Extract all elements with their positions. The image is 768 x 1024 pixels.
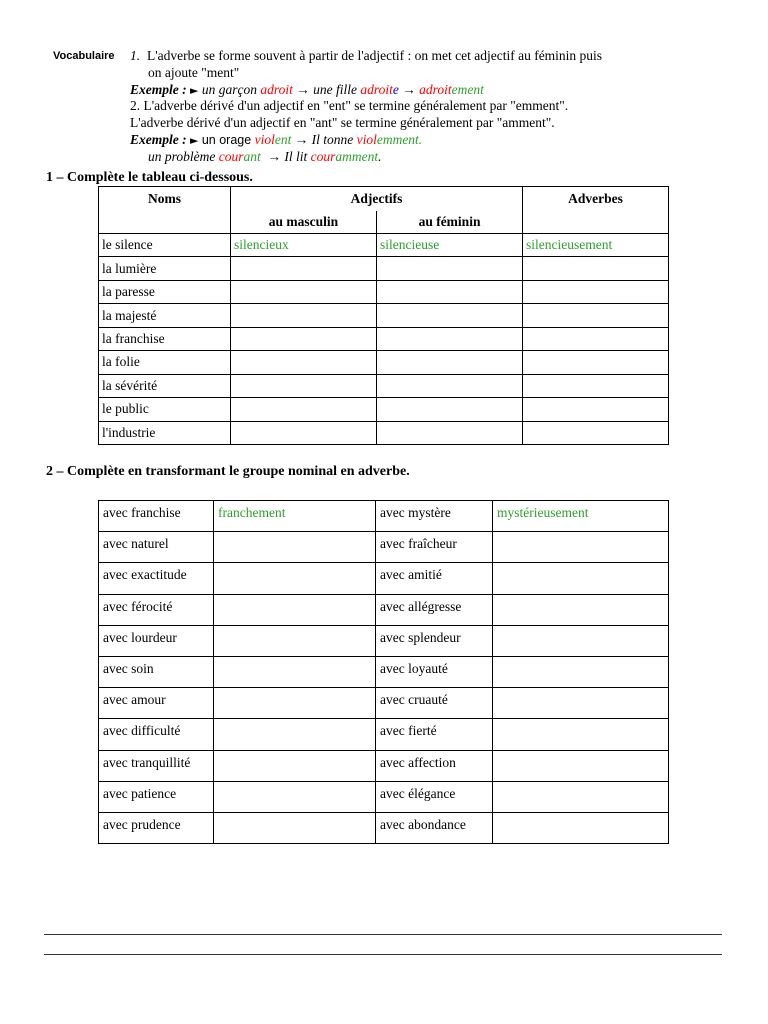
table-row: [99, 257, 669, 280]
table-row: [99, 234, 669, 257]
adjective-masculine-cell: [231, 421, 377, 444]
adverb-ending: ement: [451, 82, 484, 97]
adverb-answer-cell: [214, 750, 376, 781]
adjective-feminine-cell: silencieuse: [377, 234, 523, 257]
adverb-answer-cell: [214, 719, 376, 750]
header-adjectifs: Adjectifs: [231, 187, 523, 211]
table-row: [99, 280, 669, 303]
noun-cell: la sévérité: [99, 374, 231, 397]
noun-group-cell: avec mystère: [376, 501, 493, 532]
separator-line: [44, 934, 722, 935]
adverb-answer-cell: [493, 594, 669, 625]
example-label: Exemple :: [130, 132, 187, 147]
header-feminin: au féminin: [377, 211, 523, 234]
noun-group: un problème: [148, 149, 216, 164]
adverb-ending: amment: [335, 149, 379, 164]
header-masculin: au masculin: [231, 211, 377, 234]
noun-group-cell: avec difficulté: [99, 719, 214, 750]
table-row: [99, 421, 669, 444]
adjective-masculine-cell: [231, 257, 377, 280]
adjective-feminine-cell: [377, 327, 523, 350]
separator-line: [44, 954, 722, 955]
adjective-feminine-cell: [377, 421, 523, 444]
adjective-masculine-cell: [231, 280, 377, 303]
adverb-cell: [523, 280, 669, 303]
rule-1-text: L'adverbe se forme souvent à partir de l'adjectif : on met cet adjectif au féminin puis: [147, 48, 603, 63]
rule-1-line-2: on ajoute "ment": [148, 65, 240, 80]
table-row: [99, 563, 669, 594]
adverb-answer-cell: [493, 625, 669, 656]
pointer-icon: ►: [190, 134, 199, 147]
feminine-ending: e: [392, 82, 399, 97]
table-row: [99, 532, 669, 563]
adjective-masculine: adroit: [260, 82, 293, 97]
noun-cell: le silence: [99, 234, 231, 257]
table-row: [99, 688, 669, 719]
table-row: [99, 327, 669, 350]
exercise-1-table: [98, 186, 669, 445]
rule-1-line-1: [130, 47, 602, 64]
adverb-stem: cour: [310, 149, 336, 164]
noun-cell: l'industrie: [99, 421, 231, 444]
adjective-feminine-cell: [377, 398, 523, 421]
rule-2-line-2: L'adverbe dérivé d'un adjectif en "ant" se termine généralement par "amment".: [130, 115, 555, 130]
arrow-right-icon: →: [267, 149, 282, 164]
noun-group-cell: avec élégance: [376, 781, 493, 812]
adjective-masculine-cell: [231, 398, 377, 421]
noun-group-cell: avec loyauté: [376, 656, 493, 687]
pointer-icon: ►: [190, 84, 199, 97]
adverb-cell: [523, 398, 669, 421]
table-row: [99, 374, 669, 397]
adverb-answer-cell: [493, 688, 669, 719]
adverb-answer-cell: [214, 532, 376, 563]
noun-group-cell: avec lourdeur: [99, 625, 214, 656]
adverb-answer-cell: [214, 625, 376, 656]
adverb-answer-cell: [493, 532, 669, 563]
noun-group-cell: avec fraîcheur: [376, 532, 493, 563]
exercise-1-title: 1 – Complète le tableau ci-dessous.: [46, 170, 253, 185]
table-row: [99, 501, 669, 532]
arrow-right-icon: →: [294, 132, 309, 147]
example-3: [148, 148, 382, 165]
adverb-answer-cell: [493, 563, 669, 594]
noun-group-cell: avec naturel: [99, 532, 214, 563]
header-noms: Noms: [99, 187, 231, 234]
adverb-answer-cell: [214, 594, 376, 625]
noun-group-cell: avec soin: [99, 656, 214, 687]
header-adverbes: Adverbes: [523, 187, 669, 234]
noun-group-cell: avec cruauté: [376, 688, 493, 719]
adverb-cell: [523, 351, 669, 374]
noun-group: une fille: [313, 82, 357, 97]
adverb-answer-cell: franchement: [214, 501, 376, 532]
arrow-right-icon: →: [296, 82, 310, 97]
adjective-feminine-cell: [377, 351, 523, 374]
adjective-masculine-cell: [231, 374, 377, 397]
table-row: [99, 719, 669, 750]
section-label: Vocabulaire: [53, 50, 115, 62]
exercise-2-table: [98, 500, 669, 844]
rule-1-number: 1.: [130, 48, 141, 63]
adverb-answer-cell: [493, 812, 669, 843]
adjective-feminine-cell: [377, 257, 523, 280]
noun-group-cell: avec amitié: [376, 563, 493, 594]
adverb-answer-cell: [493, 750, 669, 781]
noun-group-cell: avec splendeur: [376, 625, 493, 656]
noun-cell: la majesté: [99, 304, 231, 327]
noun-group-cell: avec patience: [99, 781, 214, 812]
adverb-cell: [523, 257, 669, 280]
table-row: [99, 398, 669, 421]
adverb-answer-cell: [214, 812, 376, 843]
adverb-answer-cell: mystérieusement: [493, 501, 669, 532]
adverb-answer-cell: [214, 563, 376, 594]
adverb-answer-cell: [493, 719, 669, 750]
adjective-ending: ant: [243, 149, 261, 164]
adjective-ending: ent: [274, 132, 292, 147]
sentence-start: Il tonne: [311, 132, 354, 147]
noun-group: un garçon: [201, 82, 257, 97]
adjective-feminine-cell: [377, 280, 523, 303]
adverb-answer-cell: [214, 688, 376, 719]
table-row: [99, 656, 669, 687]
adverb-answer-cell: [214, 781, 376, 812]
noun-group-cell: avec exactitude: [99, 563, 214, 594]
adjective-masculine-cell: silencieux: [231, 234, 377, 257]
adjective-masculine-cell: [231, 351, 377, 374]
example-2: [130, 131, 422, 149]
noun-group-cell: avec abondance: [376, 812, 493, 843]
table-row: [99, 781, 669, 812]
noun-cell: la folie: [99, 351, 231, 374]
adjective-feminine-cell: [377, 304, 523, 327]
table-row: [99, 812, 669, 843]
table-row: [99, 750, 669, 781]
adverb-ending: emment.: [376, 132, 423, 147]
adverb-stem: adroit: [419, 82, 452, 97]
adverb-answer-cell: [493, 781, 669, 812]
adverb-cell: [523, 304, 669, 327]
table-row: [99, 625, 669, 656]
noun-group-cell: avec fierté: [376, 719, 493, 750]
exercise-2-title: 2 – Complète en transformant le groupe nominal en adverbe.: [46, 464, 410, 479]
noun-group-cell: avec amour: [99, 688, 214, 719]
noun-group-cell: avec prudence: [99, 812, 214, 843]
adverb-stem: viol: [356, 132, 377, 147]
table-row: [99, 351, 669, 374]
adverb-cell: [523, 374, 669, 397]
adverb-answer-cell: [493, 656, 669, 687]
adjective-stem: viol: [254, 132, 275, 147]
adverb-cell: [523, 327, 669, 350]
table-row: [99, 304, 669, 327]
table-row: [99, 594, 669, 625]
sentence-start: Il lit: [284, 149, 308, 164]
adverb-cell: [523, 421, 669, 444]
noun-cell: la lumière: [99, 257, 231, 280]
example-label: Exemple :: [130, 82, 187, 97]
noun-cell: la franchise: [99, 327, 231, 350]
adjective-stem: adroit: [360, 82, 393, 97]
adjective-feminine-cell: [377, 374, 523, 397]
noun-cell: le public: [99, 398, 231, 421]
noun-cell: la paresse: [99, 280, 231, 303]
table-header-row: [99, 187, 669, 211]
adjective-masculine-cell: [231, 327, 377, 350]
period: .: [378, 149, 382, 164]
noun-group-cell: avec férocité: [99, 594, 214, 625]
noun-group-cell: avec franchise: [99, 501, 214, 532]
adjective-masculine-cell: [231, 304, 377, 327]
arrow-right-icon: →: [402, 82, 416, 97]
noun-group-cell: avec tranquillité: [99, 750, 214, 781]
noun-group: un orage: [201, 133, 252, 147]
noun-group-cell: avec allégresse: [376, 594, 493, 625]
adverb-cell: silencieusement: [523, 234, 669, 257]
adverb-answer-cell: [214, 656, 376, 687]
noun-group-cell: avec affection: [376, 750, 493, 781]
adjective-stem: cour: [218, 149, 244, 164]
rule-2-line-1: 2. L'adverbe dérivé d'un adjectif en "ent" se termine généralement par "emment".: [130, 98, 569, 113]
